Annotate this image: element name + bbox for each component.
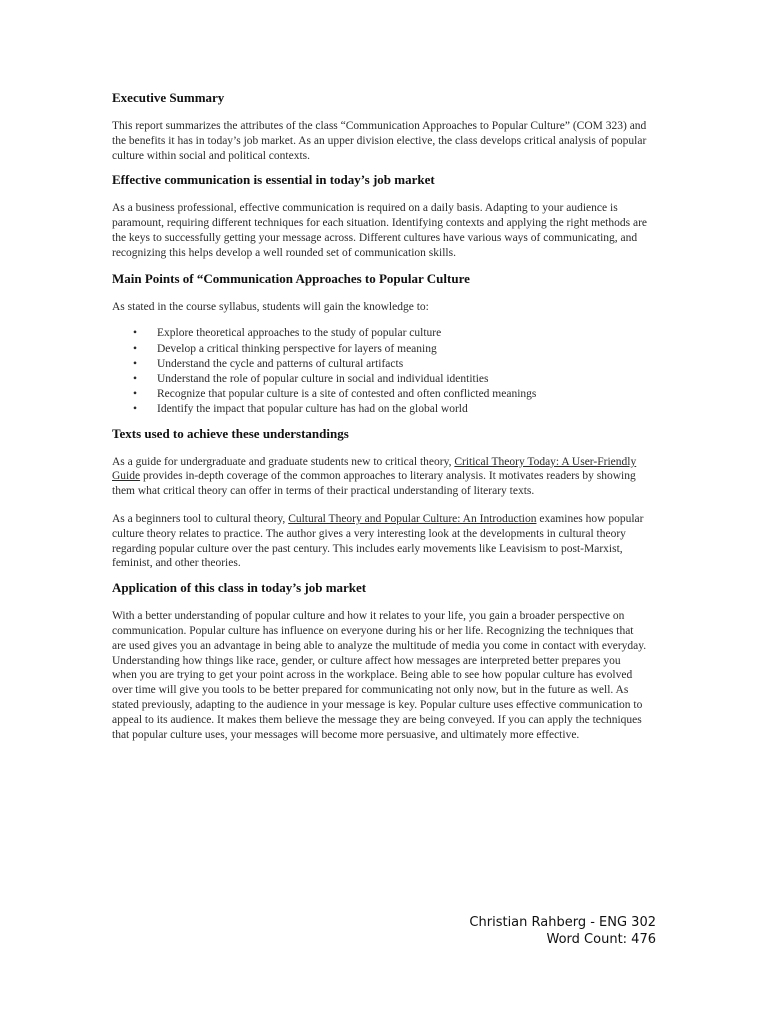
document-page <box>112 90 648 742</box>
list-item-text: Develop a critical thinking perspective for layers of meaning <box>157 342 437 355</box>
list-item <box>112 402 648 417</box>
paragraph-text: As a beginners tool to cultural theory, <box>112 512 289 525</box>
cultural-theory-paragraph <box>112 512 648 571</box>
application-paragraph: With a better understanding of popular culture and how it relates to your life, you gain a broader perspective on communication. Popular culture has influence on everyone during his or her life. Recognizing the techniques that are used gives you an advantage in being able to analyze the multitude of media you come in contact with everyday. Understanding how things like race, gender, or culture affect how messages are interpreted better prepares you when you are trying to get your point across in the workplace. Being able to see how popular culture has evolved over time will give you tools to be better prepared for communicating not only now, but in the future as well. As stated previously, adapting to the audience in your message is key. Popular culture uses effective communication to appeal to its audience. It makes them believe the message they are being conveyed. If you can apply the techniques that popular culture uses, your messages will become more persuasive, and ultimately more effective. <box>112 610 647 741</box>
paragraph-text: examines how popular culture theory relates to practice. The author gives a very interesting look at the developments in cultural theory regarding popular culture over the past century. This includes early movements like Leavisism to post-Marxist, feminist, and other theories. <box>112 512 644 570</box>
list-item <box>112 372 648 387</box>
document-footer <box>469 914 656 948</box>
author-line: Christian Rahberg - ENG 302 <box>469 915 656 930</box>
list-item-text: Understand the cycle and patterns of cultural artifacts <box>157 357 404 370</box>
book-title-critical-theory-today: Critical Theory Today: A User-Friendly Guide <box>112 455 637 483</box>
bullet-icon: • <box>133 403 138 416</box>
section-heading-effective-communication: Effective communication is essential in today’s job market <box>112 172 435 188</box>
section-heading-executive-summary: Executive Summary <box>112 90 225 105</box>
list-item-text: Explore theoretical approaches to the study of popular culture <box>157 327 442 340</box>
list-item <box>112 326 648 341</box>
bullet-icon: • <box>133 327 138 340</box>
bullet-icon: • <box>133 372 138 385</box>
effective-communication-paragraph: As a business professional, effective communication is required on a daily basis. Adapting to your audience is paramount, requiring different techniques for each situation. Identifying contexts and applying the right methods are the keys to successfully getting your message across. Different cultures have various ways of communicating, and recognizing this helps develop a well rounded set of communication skills. <box>112 202 648 259</box>
list-item <box>112 357 648 372</box>
bullet-icon: • <box>133 388 138 401</box>
word-count: Word Count: 476 <box>546 932 656 947</box>
main-points-intro-paragraph: As stated in the course syllabus, students will gain the knowledge to: <box>112 300 429 313</box>
executive-summary-paragraph: This report summarizes the attributes of the class “Communication Approaches to Popular Culture” (COM 323) and the benefits it has in today’s job market. As an upper division elective, the class develops critical analysis of popular culture within social and political contexts. <box>112 120 647 162</box>
list-item-text: Identify the impact that popular culture has had on the global world <box>157 403 468 416</box>
section-heading-application: Application of this class in today’s job market <box>112 580 367 596</box>
learning-objectives-list <box>112 326 648 417</box>
list-item <box>112 387 648 402</box>
book-title-cultural-theory: Cultural Theory and Popular Culture: An Introduction <box>288 512 537 525</box>
section-heading-main-points: Main Points of “Communication Approaches to Popular Culture <box>112 270 470 286</box>
section-heading-texts: Texts used to achieve these understandings <box>112 425 349 441</box>
list-item <box>112 342 648 357</box>
paragraph-text: As a guide for undergraduate and graduate students new to critical theory, <box>112 455 455 468</box>
list-item-text: Understand the role of popular culture in social and individual identities <box>157 372 489 385</box>
paragraph-text: provides in-depth coverage of the common approaches to literary analysis. It motivates readers by showing them what critical theory can offer in terms of their practical understanding of literary texts. <box>112 470 636 498</box>
bullet-icon: • <box>133 357 138 370</box>
list-item-text: Recognize that popular culture is a site of contested and often conflicted meanings <box>157 388 537 401</box>
critical-theory-paragraph <box>112 455 648 499</box>
bullet-icon: • <box>133 342 138 355</box>
